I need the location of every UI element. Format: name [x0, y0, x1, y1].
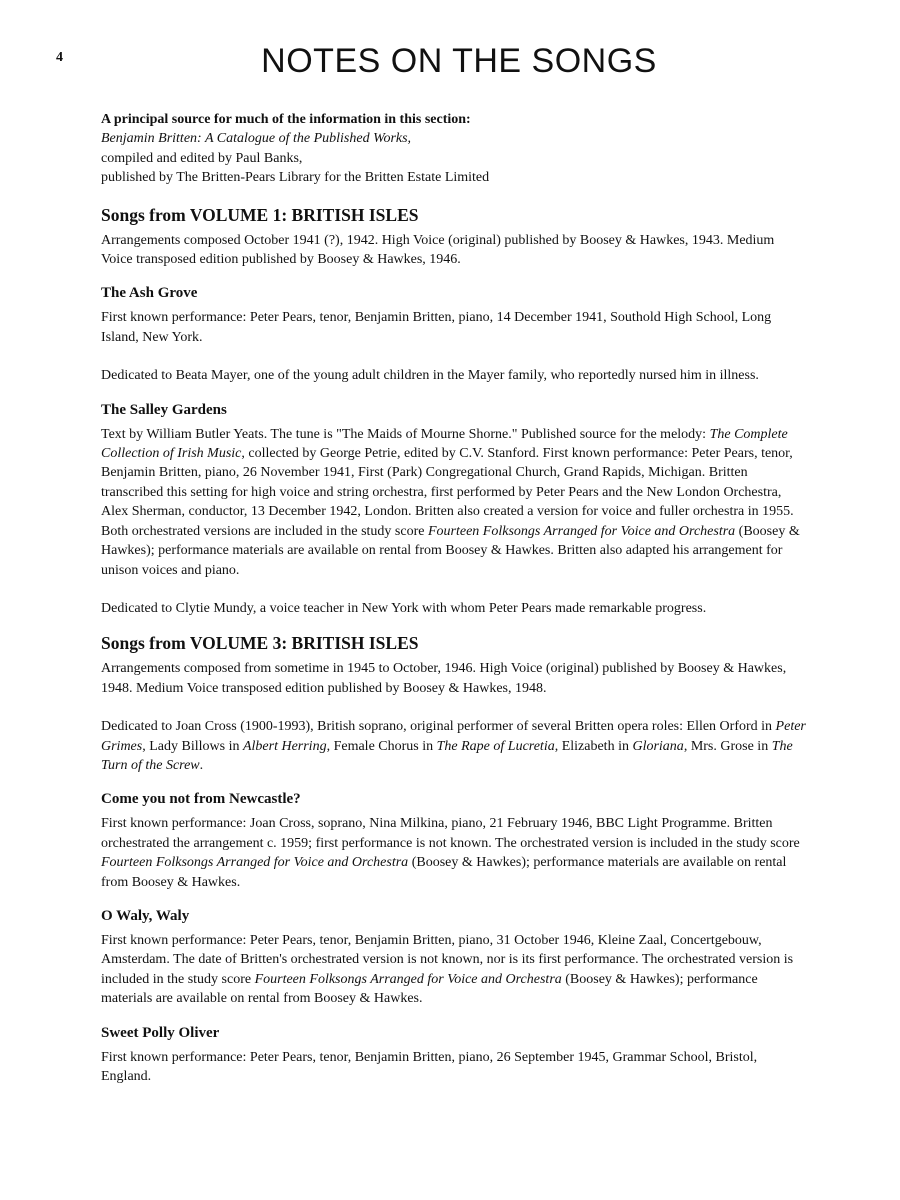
source-published: published by The Britten-Pears Library for the Britten Estate Limited: [101, 170, 490, 186]
ash-grove-heading: The Ash Grove: [101, 285, 198, 302]
salley-gardens-heading: The Salley Gardens: [101, 401, 227, 418]
volume-3-paragraph: Arrangements composed from sometime in 1945 to October, 1946. High Voice (original) published by Boosey & Hawkes, 1948. Medium Voice transposed edition published by Boosey & Hawkes, 1948.: [101, 661, 787, 696]
dedication-text-2: , Lady Billows in: [142, 738, 243, 754]
opera-gloriana: Gloriana: [632, 738, 684, 754]
volume-3-heading: Songs from VOLUME 3: BRITISH ISLES: [101, 633, 419, 654]
dedication-text-3: , Female Chorus in: [326, 738, 437, 754]
salley-gardens-dedication: Dedicated to Clytie Mundy, a voice teacher in New York with whom Peter Pears made remarkable progress.: [101, 600, 707, 616]
opera-rape-of-lucretia: The Rape of Lucretia: [436, 738, 555, 754]
volume-1-paragraph: Arrangements composed October 1941 (?), 1942. High Voice (original) published by Boosey & Hawkes, 1943. Medium Voice transposed edition published by Boosey & Hawkes, 1946.: [101, 232, 775, 268]
salley-text-3: (Boosey & Hawkes); performance materials are available on rental from Boosey & Hawkes. Britten also adapted his arrangement for unison voices and piano.: [101, 523, 800, 578]
ash-grove-dedication: Dedicated to Beata Mayer, one of the young adult children in the Mayer family, who reportedly nursed him in illness.: [101, 368, 759, 384]
source-heading: A principal source for much of the information in this section:: [101, 112, 471, 127]
salley-text-2: , collected by George Petrie, edited by C.V. Stanford. First known performance: Peter Pears, tenor, Benjamin Britten, piano, 26 November 1941, First (Park) Congregational Church, Grand Rapids, Michigan. Britten transcribed this setting for high voice and string orchestra, first performed by Peter Pears and the New London Orchestra, Alex Sherman, conductor, 13 December 1942, London. Britten also created a version for voice and fuller orchestra in 1955. Both orchestrated versions are included in the study score: [101, 446, 794, 539]
source-block: [101, 110, 806, 188]
page-title: NOTES ON THE SONGS: [261, 42, 657, 80]
dedication-text-5: , Mrs. Grose in: [683, 738, 772, 754]
opera-albert-herring: Albert Herring: [242, 738, 327, 754]
newcastle-heading: Come you not from Newcastle?: [101, 791, 301, 808]
opera-turn-of-the-screw: The Turn of the Screw: [101, 738, 793, 773]
o-waly-study-score-title: Fourteen Folksongs Arranged for Voice and Orchestra: [254, 971, 562, 987]
o-waly-text-1: First known performance: Peter Pears, tenor, Benjamin Britten, piano, 31 October 1946, Kleine Zaal, Concertgebouw, Amsterdam. The date of Britten's orchestrated version is not known, nor is its first performance. The orchestrated version is included in the study score: [101, 932, 794, 987]
dedication-text-4: , Elizabeth in: [554, 738, 633, 754]
opera-peter-grimes: Peter Grimes: [101, 719, 806, 754]
volume-1-heading: Songs from VOLUME 1: BRITISH ISLES: [101, 204, 419, 225]
dedication-text-6: .: [199, 757, 204, 773]
source-book-title: Benjamin Britten: A Catalogue of the Published Works,: [101, 131, 412, 147]
salley-source-title: The Complete Collection of Irish Music: [101, 426, 788, 462]
o-waly-heading: O Waly, Waly: [101, 907, 190, 924]
newcastle-study-score-title: Fourteen Folksongs Arranged for Voice and Orchestra: [101, 855, 409, 871]
newcastle-text-2: (Boosey & Hawkes); performance materials are available on rental from Boosey & Hawkes.: [101, 855, 787, 890]
salley-study-score-title: Fourteen Folksongs Arranged for Voice and Orchestra: [427, 523, 736, 539]
newcastle-notes: [101, 814, 806, 892]
notes-content: [101, 110, 806, 1086]
o-waly-notes: [101, 931, 806, 1009]
polly-oliver-performance: First known performance: Peter Pears, tenor, Benjamin Britten, piano, 26 September 1945, Grammar School, Bristol, England.: [101, 1049, 758, 1084]
salley-text-1: Text by William Butler Yeats. The tune is "The Maids of Mourne Shorne." Published source for the melody:: [101, 426, 710, 442]
dedication-text-1: Dedicated to Joan Cross (1900-1993), British soprano, original performer of several Britten opera roles: Ellen Orford in: [101, 719, 776, 735]
salley-gardens-notes: [101, 425, 806, 580]
o-waly-text-2: (Boosey & Hawkes); performance materials are available on rental from Boosey & Hawkes.: [101, 971, 758, 1007]
ash-grove-performance: First known performance: Peter Pears, tenor, Benjamin Britten, piano, 14 December 1941, Southold High School, Long Island, New York.: [101, 310, 772, 345]
polly-oliver-heading: Sweet Polly Oliver: [101, 1024, 220, 1041]
source-compiled: compiled and edited by Paul Banks,: [101, 150, 303, 166]
newcastle-text-1: First known performance: Joan Cross, soprano, Nina Milkina, piano, 21 February 1946, BBC Light Programme. Britten orchestrated the arrangement c. 1959; first performance is not known. The orchestrated version is included in the study score: [101, 816, 800, 851]
volume-3-dedication: [101, 717, 806, 775]
page-number: 4: [56, 50, 63, 65]
